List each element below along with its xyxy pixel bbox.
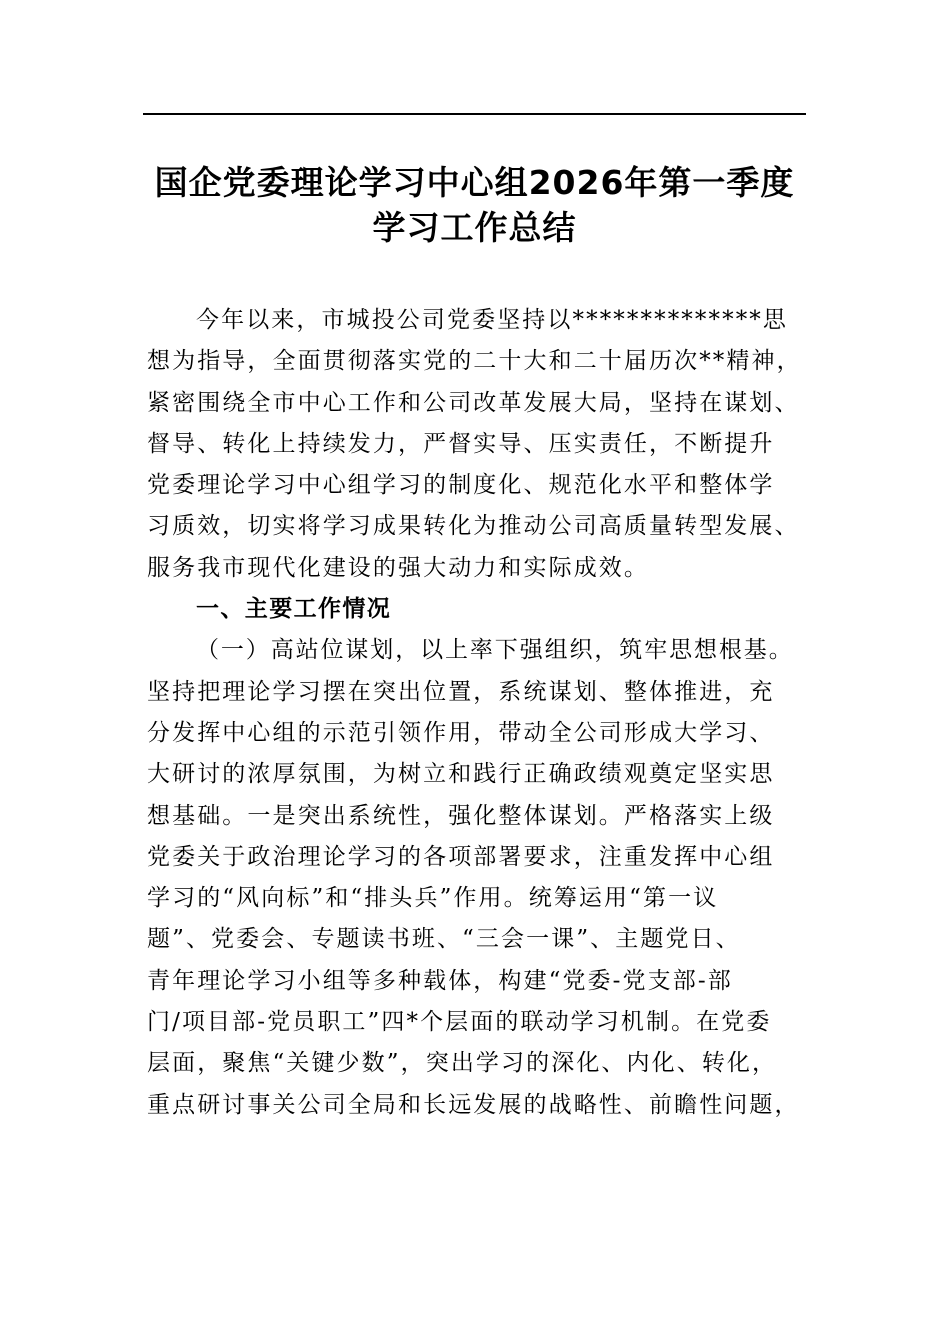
- paragraph-line: 大研讨的浓厚氛围，为树立和践行正确政绩观奠定坚实思: [147, 761, 775, 788]
- paragraph-line: 坚持把理论学习摆在突出位置，系统谋划、整体推进，充: [147, 678, 775, 705]
- document-title: [143, 160, 806, 250]
- paragraph-line: 党委关于政治理论学习的各项部署要求，注重发挥中心组: [147, 843, 775, 870]
- header-rule: [143, 113, 806, 115]
- paragraph-line: 学习的“风向标”和“排头兵”作用。统筹运用“第一议: [147, 885, 719, 912]
- paragraph-line: 重点研讨事关公司全局和长远发展的战略性、前瞻性问题，: [147, 1091, 800, 1118]
- title-line-1: 国企党委理论学习中心组2026年第一季度: [154, 163, 795, 202]
- paragraph-line: 服务我市现代化建设的强大动力和实际成效。: [147, 554, 649, 581]
- title-line-2: 学习工作总结: [372, 208, 577, 247]
- paragraph-line: 青年理论学习小组等多种载体，构建“党委-党支部-部: [147, 967, 733, 994]
- paragraph-line: 分发挥中心组的示范引领作用，带动全公司形成大学习、: [147, 719, 775, 746]
- paragraph-line: 门/项目部-党员职工”四*个层面的联动学习机制。在党委: [147, 1009, 772, 1036]
- paragraph-line: 层面，聚焦“关键少数”，突出学习的深化、内化、转化，: [147, 1050, 778, 1077]
- paragraph-line: 党委理论学习中心组学习的制度化、规范化水平和整体学: [147, 472, 775, 499]
- paragraph-line: 想为指导，全面贯彻落实党的二十大和二十届历次**精神，: [147, 348, 802, 375]
- document-body: [147, 300, 810, 1126]
- paragraph-line: 习质效，切实将学习成果转化为推动公司高质量转型发展、: [147, 513, 800, 540]
- paragraph-line: 紧密围绕全市中心工作和公司改革发展大局，坚持在谋划、: [147, 389, 800, 416]
- subsection-heading: （一）高站位谋划，以上率下强组织，筑牢思想根基。: [196, 637, 794, 664]
- section-heading: 一、主要工作情况: [196, 596, 392, 623]
- paragraph-line: 想基础。一是突出系统性，强化整体谋划。严格落实上级: [147, 802, 775, 829]
- paragraph-line: 题”、党委会、专题读书班、“三会一课”、主题党日、: [147, 926, 741, 953]
- paragraph-line: 督导、转化上持续发力，严督实导、压实责任，不断提升: [147, 430, 775, 457]
- paragraph-line: 今年以来，市城投公司党委坚持以**************思: [196, 307, 788, 333]
